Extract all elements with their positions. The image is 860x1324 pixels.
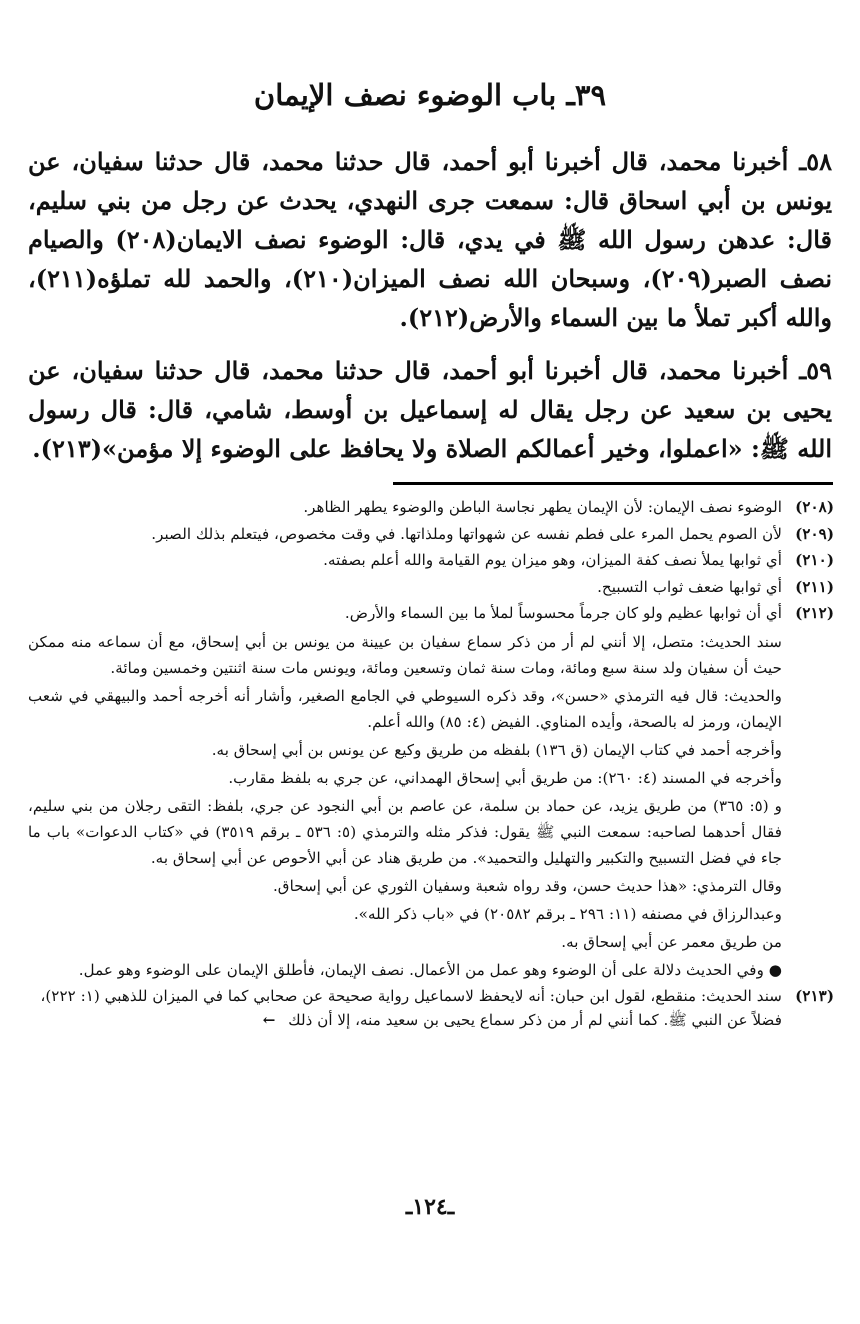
footnote-number: (٢٠٩) [795,524,834,543]
footnote-text: أي ثوابها يملأ نصف كفة الميزان، وهو ميزان يوم القيامة والله أعلم بصفته. [323,551,782,570]
footnote [28,549,834,573]
footnote-text: أي أن ثوابها عظيم ولو كان جرماً محسوساً لملأ ما بين السماء والأرض. [344,604,782,623]
note-paragraph: وعبدالرزاق في مصنفه (١١: ٢٩٦ ـ برقم ٢٠٥٨٢) في «باب ذكر الله». [353,904,782,923]
footnote-number: (٢١٠) [795,551,834,570]
page-number: ـ١٢٤ـ [405,1194,455,1220]
footnote [28,985,834,1032]
footnote-text: الوضوء نصف الإيمان: لأن الإيمان يطهر نجاسة الباطن والوضوء يطهر الظاهر. [303,498,782,516]
footnotes [28,496,834,1035]
footnote [28,496,834,520]
footnote-number: (٢٠٨) [795,498,834,516]
footnote [28,523,834,547]
hadith-58 [28,142,832,337]
note-paragraph: سند الحديث: متصل، إلا أنني لم أر من ذكر سماع سفيان بن عيينة من يونس بن أبي إسحاق، مع أن سماعه منه ممكن حيث أن سفيان ولد سنة سبع ومائة، ومات سنة ثمان وتسعين ومائة، ويونس مات سنة اثنتين وخمسين ومائة. [28,632,782,677]
bullet-note: ● وفي الحديث دلالة على أن الوضوء وهو عمل من الأعمال. نصف الإيمان، فأطلق الإيمان على الوضوء وهو عمل. [28,957,782,983]
hadith-number: ٥٨ـ [799,147,832,176]
footnote-213-text: سند الحديث: منقطع، لقول ابن حبان: أنه لايحفظ لاسماعيل رواية صحيحة عن صحابي كما في الميزان للذهبي (١: ٢٢٢)، فضلاً عن النبي ﷺ. كما أنني لم أر من ذكر سماع يحيى بن سعيد منه، إلا أن ذلك [40,986,782,1029]
hadith-59 [28,351,832,468]
footnote-text [28,985,782,1032]
footnote [28,602,834,626]
hadith-text: أخبرنا محمد، قال أخبرنا أبو أحمد، قال حدثنا محمد، قال حدثنا سفيان، عن يحيى بن سعيد عن رجل يقال له إسماعيل بن أوسط، شامي، قال: قال رسول الله ﷺ: «اعملوا، وخير أعمالكم الصلاة ولا يحافظ على الوضوء إلا مؤمن»(٢١٣). [28,356,832,463]
footnote-number: (٢١١) [795,577,834,596]
hadith-section [28,142,832,482]
footnote-text: أي ثوابها ضعف ثواب التسبيح. [597,577,782,596]
chapter-title: ٣٩ـ باب الوضوء نصف الإيمان [253,78,607,112]
note-paragraph: من طريق معمر عن أبي إسحاق به. [561,932,782,951]
note-paragraph: وأخرجه في المسند (٤: ٢٦٠): من طريق أبي إسحاق الهمداني، عن جري به بلفظ مقارب. [228,768,782,787]
footnote [28,576,834,600]
note-paragraph: والحديث: قال فيه الترمذي «حسن»، وقد ذكره السيوطي في الجامع الصغير، وأشار أنه أخرجه أحمد والبيهقي في شعب الإيمان، ورمز له بالصحة، وأيده المناوي. الفيض (٤: ٨٥) والله أعلم. [28,686,782,731]
hadith-number: ٥٩ـ [799,356,832,385]
footnote-separator [393,482,833,485]
footnote-text: لأن الصوم يحمل المرء على فطم نفسه عن شهواتها وملذاتها. في وقت مخصوص، فيتعلم بذلك الصبر. [151,524,782,543]
footnote-number: (٢١٢) [795,604,834,623]
note-paragraph: و (٥: ٣٦٥) من طريق يزيد، عن حماد بن سلمة، عن عاصم بن أبي النجود عن جري، بلفظ: التقى رجلان من بني سليم، فقال أحدهما لصاحبه: سمعت النبي ﷺ يقول: فذكر مثله والترمذي (٥: ٥٣٦ ـ برقم ٣٥١٩) في «كتاب الدعوات» باب ما جاء في فضل التسبيح والتكبير والتهليل والتحميد». من طريق هناد عن أبي الأحوص عن أبي إسحاق به. [28,796,782,867]
footnote-number: (٢١٣) [795,986,834,1005]
note-paragraph: وأخرجه أحمد في كتاب الإيمان (ق ١٣٦) بلفظه من طريق وكيع عن يونس بن أبي إسحاق به. [211,740,782,759]
hadith-text: أخبرنا محمد، قال أخبرنا أبو أحمد، قال حدثنا محمد، قال حدثنا سفيان، عن يونس بن أبي اسحاق قال: سمعت جرى النهدي، يحدث عن رجل من بني سليم، قال: عدهن رسول الله ﷺ في يدي، قال: الوضوء نصف الايمان(٢٠٨) والصيام نصف الصبر(٢٠٩)، وسبحان الله نصف الميزان(٢١٠)، والحمد لله تملؤه(٢١١)، والله أكبر تملأ ما بين السماء والأرض(٢١٢). [28,147,832,332]
continuation-arrow-icon: ← [262,1010,276,1029]
note-paragraph: وقال الترمذي: «هذا حديث حسن، وقد رواه شعبة وسفيان الثوري عن أبي إسحاق. [272,876,782,895]
